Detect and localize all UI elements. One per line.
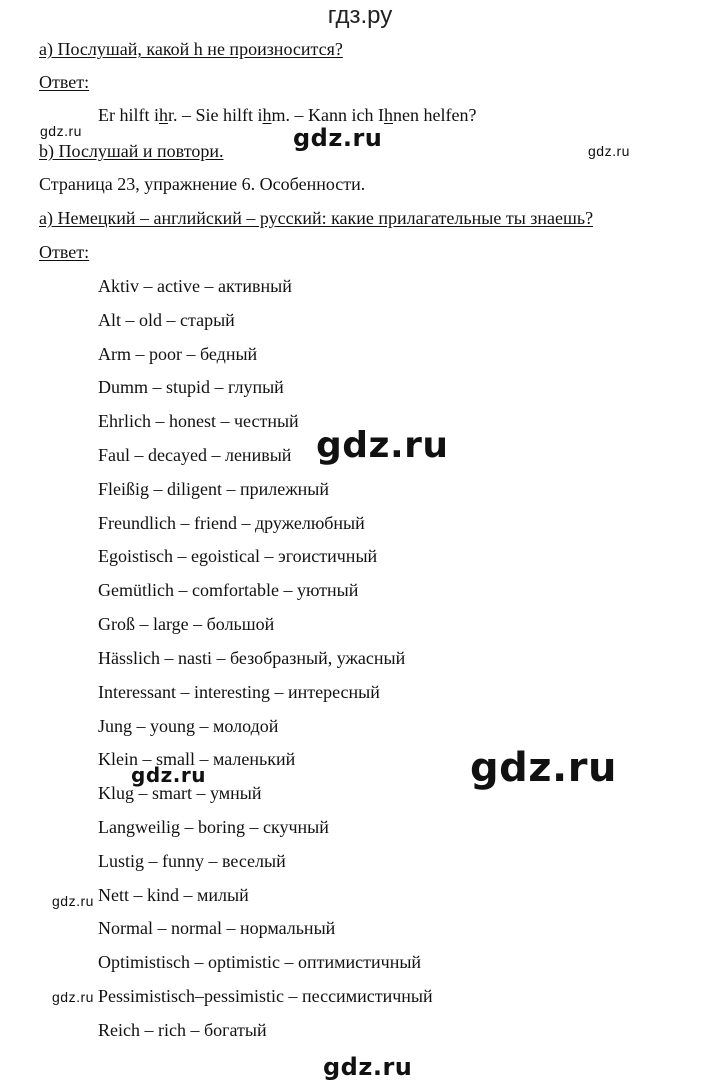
answer-label: Ответ: (39, 72, 90, 92)
list-item: Dumm – stupid – глупый (98, 377, 284, 397)
list-item: Freundlich – friend – дружелюбный (98, 513, 365, 533)
list-item: Nett – kind – милый (98, 885, 249, 905)
watermark: gdz.ru (52, 989, 94, 1005)
answer-line-h (98, 104, 476, 126)
answer-part: nen helfen? (392, 105, 477, 125)
answer-label: Ответ: (39, 242, 90, 262)
list-item: Alt – old – старый (98, 310, 235, 330)
silent-h: h (262, 105, 272, 125)
list-item: Reich – rich – богатый (98, 1020, 267, 1040)
list-item: Lustig – funny – веселый (98, 851, 286, 871)
answer-part: m. – Kann ich I (271, 105, 384, 125)
list-item: Gemütlich – comfortable – уютный (98, 580, 359, 600)
list-item: Pessimistisch–pessimistic – пессимистичный (98, 986, 433, 1006)
watermark: gdz.ru (131, 763, 206, 787)
site-header: гдз.ру (327, 2, 393, 29)
exercise-title: Страница 23, упражнение 6. Особенности. (39, 174, 366, 194)
list-item: Aktiv – active – активный (98, 276, 292, 296)
answer-part: Er hilft i (98, 105, 159, 125)
list-item: Klug – smart – умный (98, 783, 262, 803)
question-a-adjectives: а) Немецкий – английский – русский: какие прилагательные ты знаешь? (39, 208, 594, 228)
watermark: gdz.ru (40, 123, 82, 139)
list-item: Groß – large – большой (98, 614, 275, 634)
watermark: gdz.ru (293, 124, 383, 152)
list-item: Ehrlich – honest – честный (98, 411, 299, 431)
list-item: Interessant – interesting – интересный (98, 682, 380, 702)
list-item: Arm – poor – бедный (98, 344, 258, 364)
list-item: Jung – young – молодой (98, 716, 279, 736)
list-item: Normal – normal – нормальный (98, 918, 336, 938)
list-item: Langweilig – boring – скучный (98, 817, 329, 837)
answer-part: r. – Sie hilft i (168, 105, 263, 125)
list-item: Optimistisch – optimistic – оптимистичный (98, 952, 422, 972)
silent-h: h (383, 105, 393, 125)
watermark: gdz.ru (316, 425, 449, 466)
watermark: gdz.ru (588, 143, 630, 159)
list-item: Egoistisch – egoistical – эгоистичный (98, 546, 378, 566)
list-item: Hässlich – nasti – безобразный, ужасный (98, 648, 406, 668)
question-a-hear: а) Послушай, какой h не произносится? (39, 39, 343, 59)
list-item: Faul – decayed – ленивый (98, 445, 292, 465)
watermark: gdz.ru (323, 1053, 413, 1081)
question-b-repeat: b) Послушай и повтори. (39, 141, 224, 161)
silent-h: h (159, 105, 168, 125)
list-item: Fleißig – diligent – прилежный (98, 479, 330, 499)
watermark: gdz.ru (470, 745, 617, 791)
list-item: Klein – small – маленький (98, 749, 296, 769)
watermark: gdz.ru (52, 893, 94, 909)
